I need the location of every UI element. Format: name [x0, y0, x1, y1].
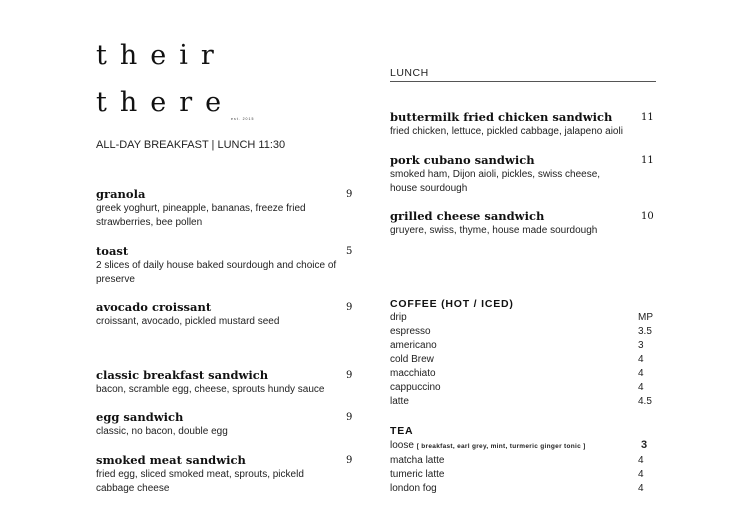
drink-price: 4 — [638, 354, 644, 365]
lunch-item — [390, 153, 620, 196]
item-price: 9 — [346, 370, 353, 381]
drink-name: matcha latte — [390, 455, 445, 466]
item-name: toast — [96, 244, 129, 258]
item-desc: croissant, avocado, pickled mustard seed — [96, 316, 280, 327]
coffee-row — [390, 396, 660, 410]
item-desc: 2 slices of daily house baked sourdough and choice of preserve — [96, 260, 337, 285]
drink-name: drip — [390, 312, 407, 323]
breakfast-item — [96, 453, 306, 496]
drink-price: 4 — [638, 483, 644, 494]
breakfast-item — [96, 300, 356, 329]
drink-price: 4 — [638, 469, 644, 480]
item-desc: smoked ham, Dijon aioli, pickles, swiss cheese, house sourdough — [390, 169, 601, 194]
item-desc: fried egg, sliced smoked meat, sprouts, pickeld cabbage cheese — [96, 469, 304, 494]
item-name: buttermilk fried chicken sandwich — [390, 110, 613, 124]
menu-subtitle: ALL-DAY BREAKFAST | LUNCH 11:30 — [96, 139, 286, 151]
drink-name: macchiato — [390, 368, 436, 379]
logo-there: there — [96, 87, 235, 118]
lunch-item — [390, 110, 640, 139]
item-price: 9 — [346, 455, 353, 466]
coffee-row — [390, 354, 660, 368]
item-name: classic breakfast sandwich — [96, 368, 269, 382]
coffee-row — [390, 326, 660, 340]
item-price: 9 — [346, 189, 353, 200]
item-price: 5 — [346, 246, 353, 257]
drink-price: 4 — [638, 455, 644, 466]
item-name: avocado croissant — [96, 300, 212, 314]
drink-name: espresso — [390, 326, 431, 337]
lunch-divider — [390, 81, 656, 82]
drink-name: tumeric latte — [390, 469, 445, 480]
tea-heading: TEA — [390, 425, 414, 437]
drink-price: 3 — [641, 439, 648, 451]
drink-price: 3.5 — [638, 326, 652, 337]
item-price: 9 — [346, 412, 353, 423]
item-name: smoked meat sandwich — [96, 453, 246, 467]
logo-their: their — [96, 40, 227, 71]
logo-est: est. 2015 — [231, 117, 255, 121]
coffee-row — [390, 312, 660, 326]
item-desc: bacon, scramble egg, cheese, sprouts hundy sauce — [96, 384, 325, 395]
drink-note: [ breakfast, earl grey, mint, turmeric ginger tonic ] — [416, 443, 586, 450]
coffee-row — [390, 382, 660, 396]
drink-price: 3 — [638, 340, 644, 351]
tea-row — [390, 455, 660, 469]
tea-row — [390, 469, 660, 483]
item-name: granola — [96, 187, 146, 201]
drink-name: cold Brew — [390, 354, 434, 365]
drink-name: latte — [390, 396, 409, 407]
drink-name: london fog — [390, 483, 437, 494]
item-name: egg sandwich — [96, 410, 184, 424]
item-name: pork cubano sandwich — [390, 153, 535, 167]
breakfast-item — [96, 244, 356, 287]
coffee-row — [390, 340, 660, 354]
drink-name: americano — [390, 340, 437, 351]
tea-row — [390, 440, 660, 454]
item-price: 11 — [641, 112, 654, 123]
lunch-item — [390, 209, 640, 238]
breakfast-item — [96, 410, 356, 439]
drink-name-text: loose — [390, 440, 414, 451]
coffee-row — [390, 368, 660, 382]
item-price: 11 — [641, 155, 654, 166]
breakfast-item — [96, 187, 356, 230]
drink-price: 4 — [638, 382, 644, 393]
drink-price: 4 — [638, 368, 644, 379]
lunch-heading: LUNCH — [390, 67, 429, 79]
tea-row — [390, 483, 660, 497]
item-name: grilled cheese sandwich — [390, 209, 545, 223]
item-price: 10 — [641, 211, 654, 222]
item-desc: greek yoghurt, pineapple, bananas, freeze fried strawberries, bee pollen — [96, 203, 306, 228]
drink-name — [390, 440, 586, 451]
item-desc: fried chicken, lettuce, pickled cabbage, jalapeno aioli — [390, 126, 623, 137]
drink-price: 4.5 — [638, 396, 652, 407]
drink-price: MP — [638, 312, 653, 323]
item-desc: classic, no bacon, double egg — [96, 426, 228, 437]
breakfast-item — [96, 368, 356, 397]
item-price: 9 — [346, 302, 353, 313]
coffee-heading: COFFEE (HOT / ICED) — [390, 298, 514, 310]
drink-name: cappuccino — [390, 382, 441, 393]
item-desc: gruyere, swiss, thyme, house made sourdough — [390, 225, 598, 236]
